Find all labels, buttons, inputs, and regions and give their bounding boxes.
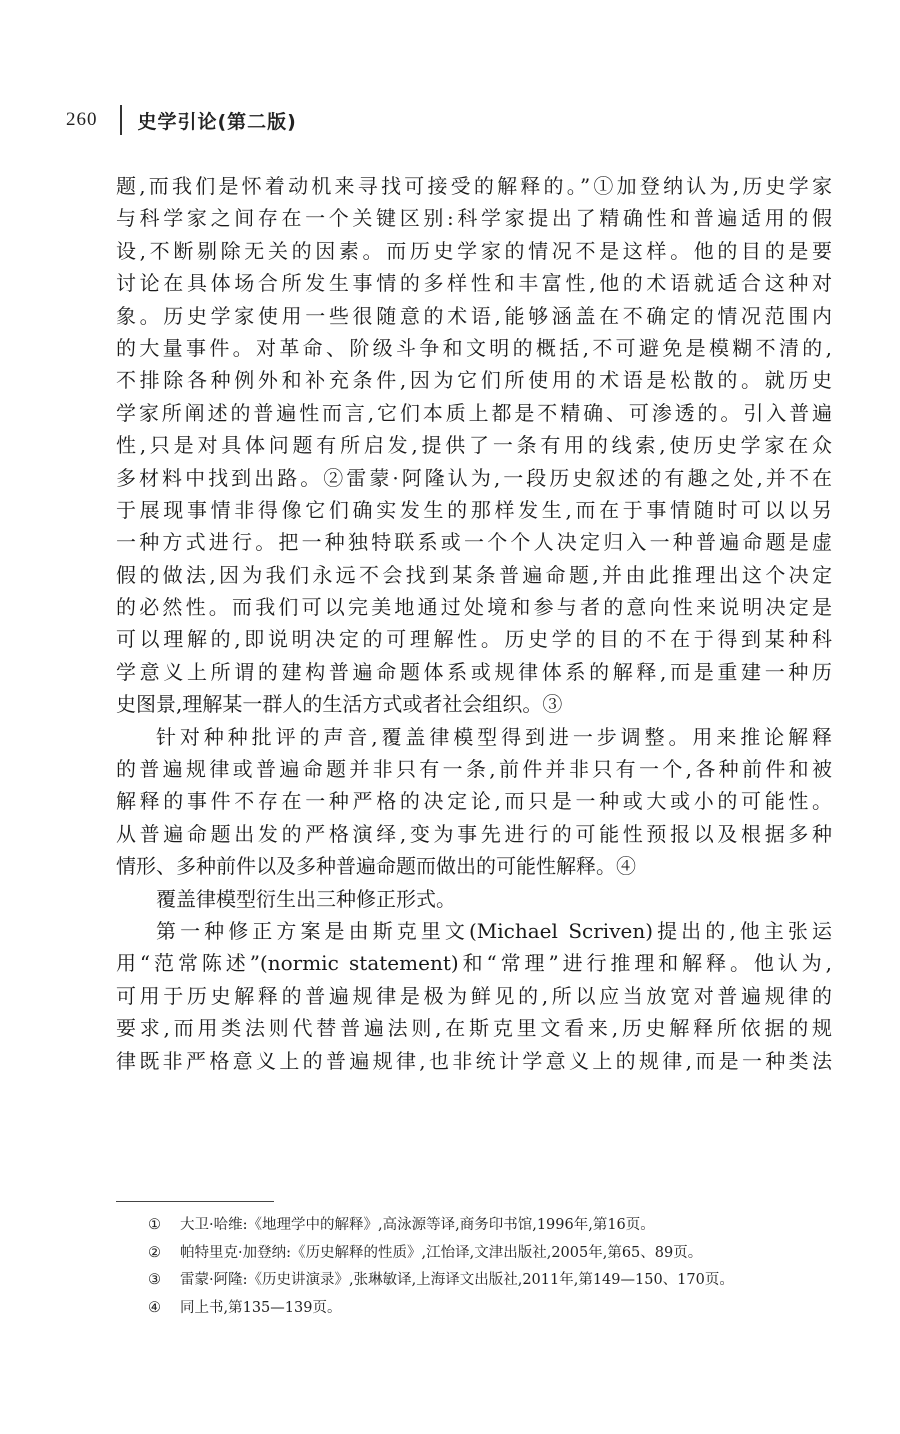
- text-line: 象。历史学家使用一些很随意的术语,能够涵盖在不确定的情况范围内: [116, 303, 832, 328]
- footnotes: [148, 1212, 838, 1322]
- text-line: 第一种修正方案是由斯克里文(Michael Scriven)提出的,他主张运: [156, 918, 832, 943]
- book-title: 史学引论(第二版): [137, 110, 297, 133]
- text-line: 不排除各种例外和补充条件,因为它们所使用的术语是松散的。就历史: [116, 368, 832, 393]
- footnote: [148, 1295, 838, 1323]
- footnote-text: 同上书,第135—139页。: [180, 1299, 342, 1316]
- text-line: 的普遍规律或普遍命题并非只有一条,前件并非只有一个,各种前件和被: [116, 757, 832, 782]
- text-line: 的必然性。而我们可以完美地通过处境和参与者的意向性来说明决定是: [116, 595, 832, 620]
- text-line: 设,不断剔除无关的因素。而历史学家的情况不是这样。他的目的是要: [116, 238, 832, 263]
- text-line: 学意义上所谓的建构普遍命题体系或规律体系的解释,而是重建一种历: [116, 659, 832, 684]
- text-line: 多材料中找到出路。②雷蒙·阿隆认为,一段历史叙述的有趣之处,并不在: [116, 465, 832, 490]
- footnote: [148, 1212, 838, 1240]
- footnote-text: 大卫·哈维:《地理学中的解释》,高泳源等译,商务印书馆,1996年,第16页。: [180, 1217, 655, 1233]
- text-line: 可用于历史解释的普遍规律是极为鲜见的,所以应当放宽对普遍规律的: [116, 983, 832, 1008]
- body-text: [116, 170, 832, 1077]
- text-line: 用“范常陈述”(normic statement)和“常理”进行推理和解释。他认为,: [116, 951, 832, 976]
- text-line: 的大量事件。对革命、阶级斗争和文明的概括,不可避免是模糊不清的,: [116, 335, 832, 360]
- text-line: 题,而我们是怀着动机来寻找可接受的解释的。”①加登纳认为,历史学家: [116, 174, 832, 198]
- text-line: 假的做法,因为我们永远不会找到某条普遍命题,并由此推理出这个决定: [116, 562, 832, 587]
- text-line: 讨论在具体场合所发生事情的多样性和丰富性,他的术语就适合这种对: [116, 271, 832, 296]
- text-line: 从普遍命题出发的严格演绎,变为事先进行的可能性预报以及根据多种: [116, 821, 832, 846]
- footnote-text: 帕特里克·加登纳:《历史解释的性质》,江怡译,文津出版社,2005年,第65、89页。: [180, 1244, 703, 1261]
- text-line: 针对种种批评的声音,覆盖律模型得到进一步调整。用来推论解释: [156, 724, 832, 749]
- footnote-separator: [116, 1201, 274, 1202]
- text-line: 史图景,理解某一群人的生活方式或者社会组织。③: [116, 692, 563, 717]
- footnote-mark: ④: [148, 1299, 161, 1316]
- text-line: 律既非严格意义上的普遍规律,也非统计学意义上的规律,而是一种类法: [116, 1048, 832, 1073]
- text-line: 学家所阐述的普遍性而言,它们本质上都是不精确、可渗透的。引入普遍: [116, 400, 832, 425]
- text-line: 性,只是对具体问题有所启发,提供了一条有用的线索,使历史学家在众: [116, 433, 832, 458]
- footnote-mark: ②: [148, 1244, 161, 1261]
- header-divider: [120, 105, 122, 135]
- text-line: 解释的事件不存在一种严格的决定论,而只是一种或大或小的可能性。: [116, 789, 832, 814]
- footnote-mark: ①: [148, 1217, 161, 1233]
- running-header: [66, 104, 297, 136]
- text-line: 于展现事情非得像它们确实发生的那样发生,而在于事情随时可以以另: [116, 497, 832, 522]
- text-line: 可以理解的,即说明决定的可理解性。历史学的目的不在于得到某种科: [116, 627, 832, 652]
- footnote: [148, 1267, 838, 1295]
- text-line: 一种方式进行。把一种独特联系或一个个人决定归入一种普遍命题是虚: [116, 530, 832, 555]
- page-number: 260: [66, 109, 98, 130]
- footnote-text: 雷蒙·阿隆:《历史讲演录》,张琳敏译,上海译文出版社,2011年,第149—150、170页。: [180, 1272, 734, 1288]
- text-line: 与科学家之间存在一个关键区别:科学家提出了精确性和普遍适用的假: [116, 206, 832, 231]
- footnote: [148, 1240, 838, 1268]
- text-line: 覆盖律模型衍生出三种修正形式。: [156, 886, 456, 911]
- text-line: 情形、多种前件以及多种普遍命题而做出的可能性解释。④: [116, 854, 636, 879]
- footnote-mark: ③: [148, 1272, 161, 1288]
- text-line: 要求,而用类法则代替普遍法则,在斯克里文看来,历史解释所依据的规: [116, 1016, 832, 1041]
